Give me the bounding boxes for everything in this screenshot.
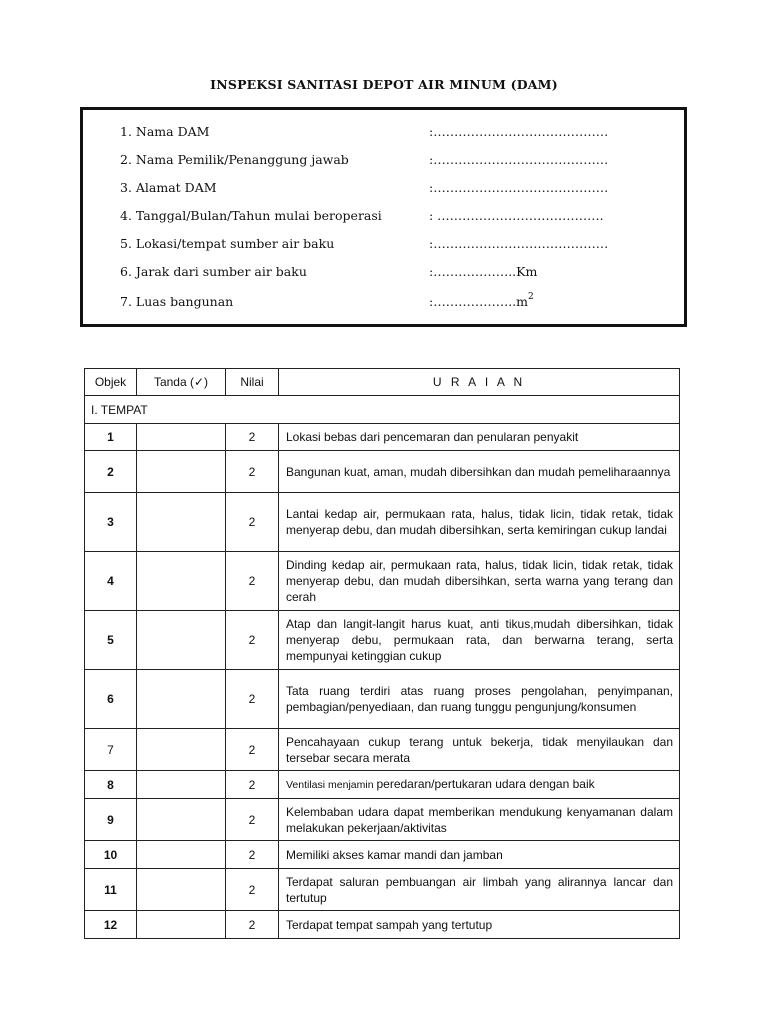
row-uraian-text: peredaran/pertukaran udara dengan baik xyxy=(376,777,595,791)
row-uraian-small: Ventilasi menjamin xyxy=(286,779,377,791)
info-value-field[interactable]: :…………………………………… xyxy=(429,236,609,251)
info-label: 1. Nama DAM xyxy=(120,124,210,139)
info-row-luas xyxy=(120,294,680,314)
info-label: 4. Tanggal/Bulan/Tahun mulai beroperasi xyxy=(120,208,382,223)
row-number: 12 xyxy=(85,911,137,939)
info-value-field[interactable]: :…………………………………… xyxy=(429,152,609,167)
info-row-pemilik xyxy=(120,152,680,172)
row-number: 10 xyxy=(85,841,137,869)
document-title: INSPEKSI SANITASI DEPOT AIR MINUM (DAM) xyxy=(210,77,558,92)
header-objek: Objek xyxy=(85,369,137,396)
tanda-checkbox-cell[interactable] xyxy=(137,611,226,670)
row-nilai: 2 xyxy=(226,869,279,911)
tanda-checkbox-cell[interactable] xyxy=(137,552,226,611)
row-number: 5 xyxy=(85,611,137,670)
info-value-field[interactable]: :………………..Km xyxy=(429,264,538,279)
info-value-field[interactable]: : …………………………………. xyxy=(429,208,604,223)
row-uraian: Bangunan kuat, aman, mudah dibersihkan dan mudah pemeliharaannya xyxy=(279,451,680,493)
info-row-lokasi-sumber xyxy=(120,236,680,256)
row-uraian: Tata ruang terdiri atas ruang proses pengolahan, penyimpanan, pembagian/penyediaan, dan ruang tunggu pengunjung/konsumen xyxy=(279,670,680,729)
info-label: 2. Nama Pemilik/Penanggung jawab xyxy=(120,152,349,167)
row-nilai: 2 xyxy=(226,841,279,869)
table-header-row xyxy=(85,369,680,396)
row-uraian: Terdapat tempat sampah yang tertutup xyxy=(279,911,680,939)
row-number: 1 xyxy=(85,424,137,451)
info-label: 6. Jarak dari sumber air baku xyxy=(120,264,307,279)
row-nilai: 2 xyxy=(226,729,279,771)
tanda-checkbox-cell[interactable] xyxy=(137,493,226,552)
table-row xyxy=(85,611,680,670)
info-label: 7. Luas bangunan xyxy=(120,294,234,309)
info-row-tanggal-operasi xyxy=(120,208,680,228)
section-row xyxy=(85,396,680,424)
row-number: 7 xyxy=(85,729,137,771)
row-number: 2 xyxy=(85,451,137,493)
row-uraian: Kelembaban udara dapat memberikan mendukung kenyamanan dalam melakukan pekerjaan/aktivitas xyxy=(279,799,680,841)
row-nilai: 2 xyxy=(226,670,279,729)
unit-superscript: 2 xyxy=(528,292,534,302)
row-nilai: 2 xyxy=(226,799,279,841)
table-row xyxy=(85,670,680,729)
info-row-nama-dam xyxy=(120,124,680,144)
section-title: I. TEMPAT xyxy=(85,396,680,424)
row-uraian: Lantai kedap air, permukaan rata, halus, tidak licin, tidak retak, tidak menyerap debu, dan mudah dibersihkan, serta kemiringan cukup landai xyxy=(279,493,680,552)
table-row xyxy=(85,451,680,493)
info-value-field[interactable]: :…………………………………… xyxy=(429,180,609,195)
info-label: 3. Alamat DAM xyxy=(120,180,217,195)
row-nilai: 2 xyxy=(226,911,279,939)
header-nilai: Nilai xyxy=(226,369,279,396)
tanda-checkbox-cell[interactable] xyxy=(137,911,226,939)
info-box xyxy=(80,107,687,327)
info-value-text: :………………..m xyxy=(429,294,529,310)
row-nilai: 2 xyxy=(226,611,279,670)
table-row xyxy=(85,493,680,552)
row-uraian xyxy=(279,771,680,799)
table-row xyxy=(85,552,680,611)
row-nilai: 2 xyxy=(226,493,279,552)
tanda-checkbox-cell[interactable] xyxy=(137,670,226,729)
table-row xyxy=(85,799,680,841)
row-nilai: 2 xyxy=(226,552,279,611)
table-row xyxy=(85,424,680,451)
tanda-checkbox-cell[interactable] xyxy=(137,729,226,771)
tanda-checkbox-cell[interactable] xyxy=(137,451,226,493)
table-row xyxy=(85,841,680,869)
checklist-table xyxy=(84,368,680,939)
tanda-checkbox-cell[interactable] xyxy=(137,424,226,451)
tanda-checkbox-cell[interactable] xyxy=(137,771,226,799)
row-number: 11 xyxy=(85,869,137,911)
row-uraian: Atap dan langit-langit harus kuat, anti tikus,mudah dibersihkan, tidak menyerap debu, permukaan rata, dan berwarna terang, serta mempunyai ketinggian cukup xyxy=(279,611,680,670)
row-nilai: 2 xyxy=(226,424,279,451)
row-number: 9 xyxy=(85,799,137,841)
info-row-jarak xyxy=(120,264,680,284)
table-row xyxy=(85,771,680,799)
row-number: 8 xyxy=(85,771,137,799)
row-number: 6 xyxy=(85,670,137,729)
info-row-alamat xyxy=(120,180,680,200)
row-uraian: Memiliki akses kamar mandi dan jamban xyxy=(279,841,680,869)
header-tanda: Tanda (✓) xyxy=(137,369,226,396)
row-uraian: Dinding kedap air, permukaan rata, halus, tidak licin, tidak retak, tidak menyerap debu, dan mudah dibersihkan, serta warna yang terang dan cerah xyxy=(279,552,680,611)
header-uraian: U R A I A N xyxy=(279,369,680,396)
info-value-field[interactable]: :…………………………………… xyxy=(429,124,609,139)
table-row xyxy=(85,729,680,771)
table-row xyxy=(85,911,680,939)
tanda-checkbox-cell[interactable] xyxy=(137,841,226,869)
row-uraian: Terdapat saluran pembuangan air limbah yang alirannya lancar dan tertutup xyxy=(279,869,680,911)
row-number: 4 xyxy=(85,552,137,611)
row-uraian: Pencahayaan cukup terang untuk bekerja, tidak menyilaukan dan tersebar secara merata xyxy=(279,729,680,771)
table-row xyxy=(85,869,680,911)
row-number: 3 xyxy=(85,493,137,552)
tanda-checkbox-cell[interactable] xyxy=(137,869,226,911)
info-label: 5. Lokasi/tempat sumber air baku xyxy=(120,236,335,251)
row-nilai: 2 xyxy=(226,451,279,493)
row-nilai: 2 xyxy=(226,771,279,799)
row-uraian: Lokasi bebas dari pencemaran dan penularan penyakit xyxy=(279,424,680,451)
info-value-field[interactable] xyxy=(429,294,534,309)
tanda-checkbox-cell[interactable] xyxy=(137,799,226,841)
